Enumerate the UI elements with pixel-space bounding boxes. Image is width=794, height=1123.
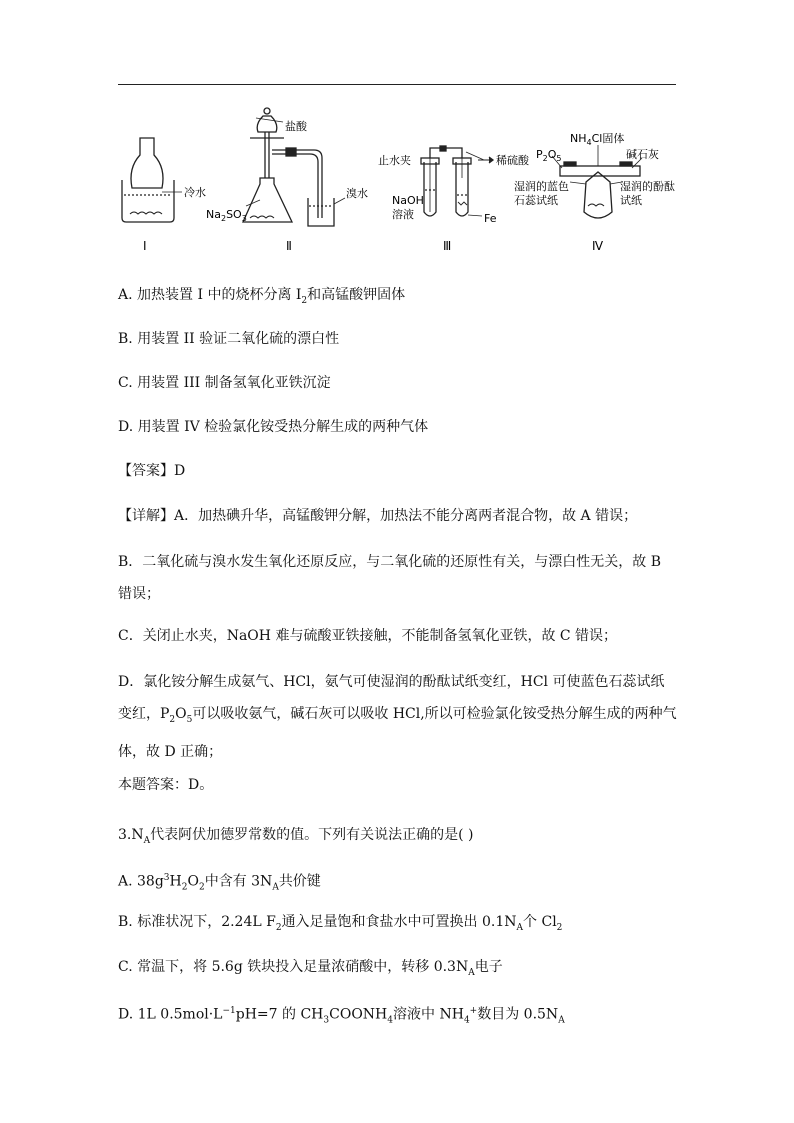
apparatus-3-drawing xyxy=(421,146,493,216)
summary-line: 本题答案：D。 xyxy=(118,777,214,793)
question-3-stem: $3.N_A$代表阿伏加德罗常数的值。下列有关说法正确的是( ) xyxy=(118,827,474,846)
option-b: B. 用装置 II 验证二氧化硫的漂白性 xyxy=(118,331,340,347)
detail-b: B．二氧化硫与溴水发生氧化还原反应，与二氧化硫的还原性有关，与漂白性无关，故 B 错误； xyxy=(118,554,662,602)
answer-line: 【答案】D xyxy=(118,463,186,479)
naoh-label-2: 溶液 xyxy=(392,208,414,221)
apparatus-drawing xyxy=(100,100,700,260)
detail-c: C．关闭止水夹，NaOH 难与硫酸亚铁接触，不能制备氢氧化亚铁，故 C 错误； xyxy=(118,628,618,644)
apparatus-1-numeral: Ⅰ xyxy=(143,239,147,253)
apparatus-figure xyxy=(100,100,700,260)
soda-lime-label: 碱石灰 xyxy=(626,148,659,161)
header-rule xyxy=(118,84,676,85)
p2o5-label: $P_2O_5$ xyxy=(536,148,562,163)
option-c: C. 用装置 III 制备氢氧化亚铁沉淀 xyxy=(118,375,331,391)
nh4cl-label: $NH_4Cl$固体 xyxy=(570,132,625,147)
option-d: D. 用装置 IV 检验氯化铵受热分解生成的两种气体 xyxy=(118,419,429,435)
blue-litmus-label-2: 石蕊试纸 xyxy=(514,194,558,207)
apparatus-3-numeral: Ⅲ xyxy=(443,239,452,253)
clamp-label: 止水夹 xyxy=(378,154,411,167)
question-3-option-c: C. 常温下，将 5.6g 铁块投入足量浓硝酸中，转移 $0.3N_A$电子 xyxy=(118,959,503,978)
question-3-option-b: B. 标准状况下，2.24L $F_2$通入足量饱和食盐水中可置换出 $0.1N_A$个 $Cl_2$ xyxy=(118,914,563,933)
phenolphthalein-label-1: 湿润的酚酞 xyxy=(620,180,675,193)
detail-d: D．氯化铵分解生成氨气、HCl，氨气可使湿润的酚酞试纸变红，HCl 可使蓝色石蕊试纸变红，$P_2O_5$可以吸收氨气，碱石灰可以吸收 HCl,所以可检验氯化铵受热分解生成的两种气体，故 D 正确； xyxy=(118,674,677,760)
option-a: A. 加热装置 I 中的烧杯分离 $I_2$和高锰酸钾固体 xyxy=(118,287,406,306)
apparatus-4-numeral: Ⅳ xyxy=(592,239,604,253)
apparatus-1-drawing xyxy=(122,138,182,222)
phenolphthalein-label-2: 试纸 xyxy=(620,194,642,207)
detail-a: 【详解】A．加热碘升华，高锰酸钾分解，加热法不能分离两者混合物，故 A 错误； xyxy=(118,508,638,524)
naoh-label-1: NaOH xyxy=(392,194,424,207)
fe-label: Fe xyxy=(484,212,497,225)
cold-water-label: 冷水 xyxy=(184,186,206,199)
na2so3-label: $Na_2SO_3$ xyxy=(206,208,247,223)
bromine-water-label: 溴水 xyxy=(346,187,368,200)
question-3-option-a: A. $38g^3H_2O_2$中含有 $3N_A$共价键 xyxy=(118,873,321,893)
blue-litmus-label-1: 湿润的蓝色 xyxy=(514,180,569,193)
hcl-label: 盐酸 xyxy=(285,120,307,133)
dilute-acid-label: 稀硫酸 xyxy=(496,154,529,167)
question-3-option-d: D. 1L $0.5mol\cdot L^{-1}pH=7$ 的 $CH_3COONH_4$溶液中 $NH_4^+$数目为 $0.5N_A$ xyxy=(118,1006,565,1026)
apparatus-2-numeral: Ⅱ xyxy=(286,239,292,253)
